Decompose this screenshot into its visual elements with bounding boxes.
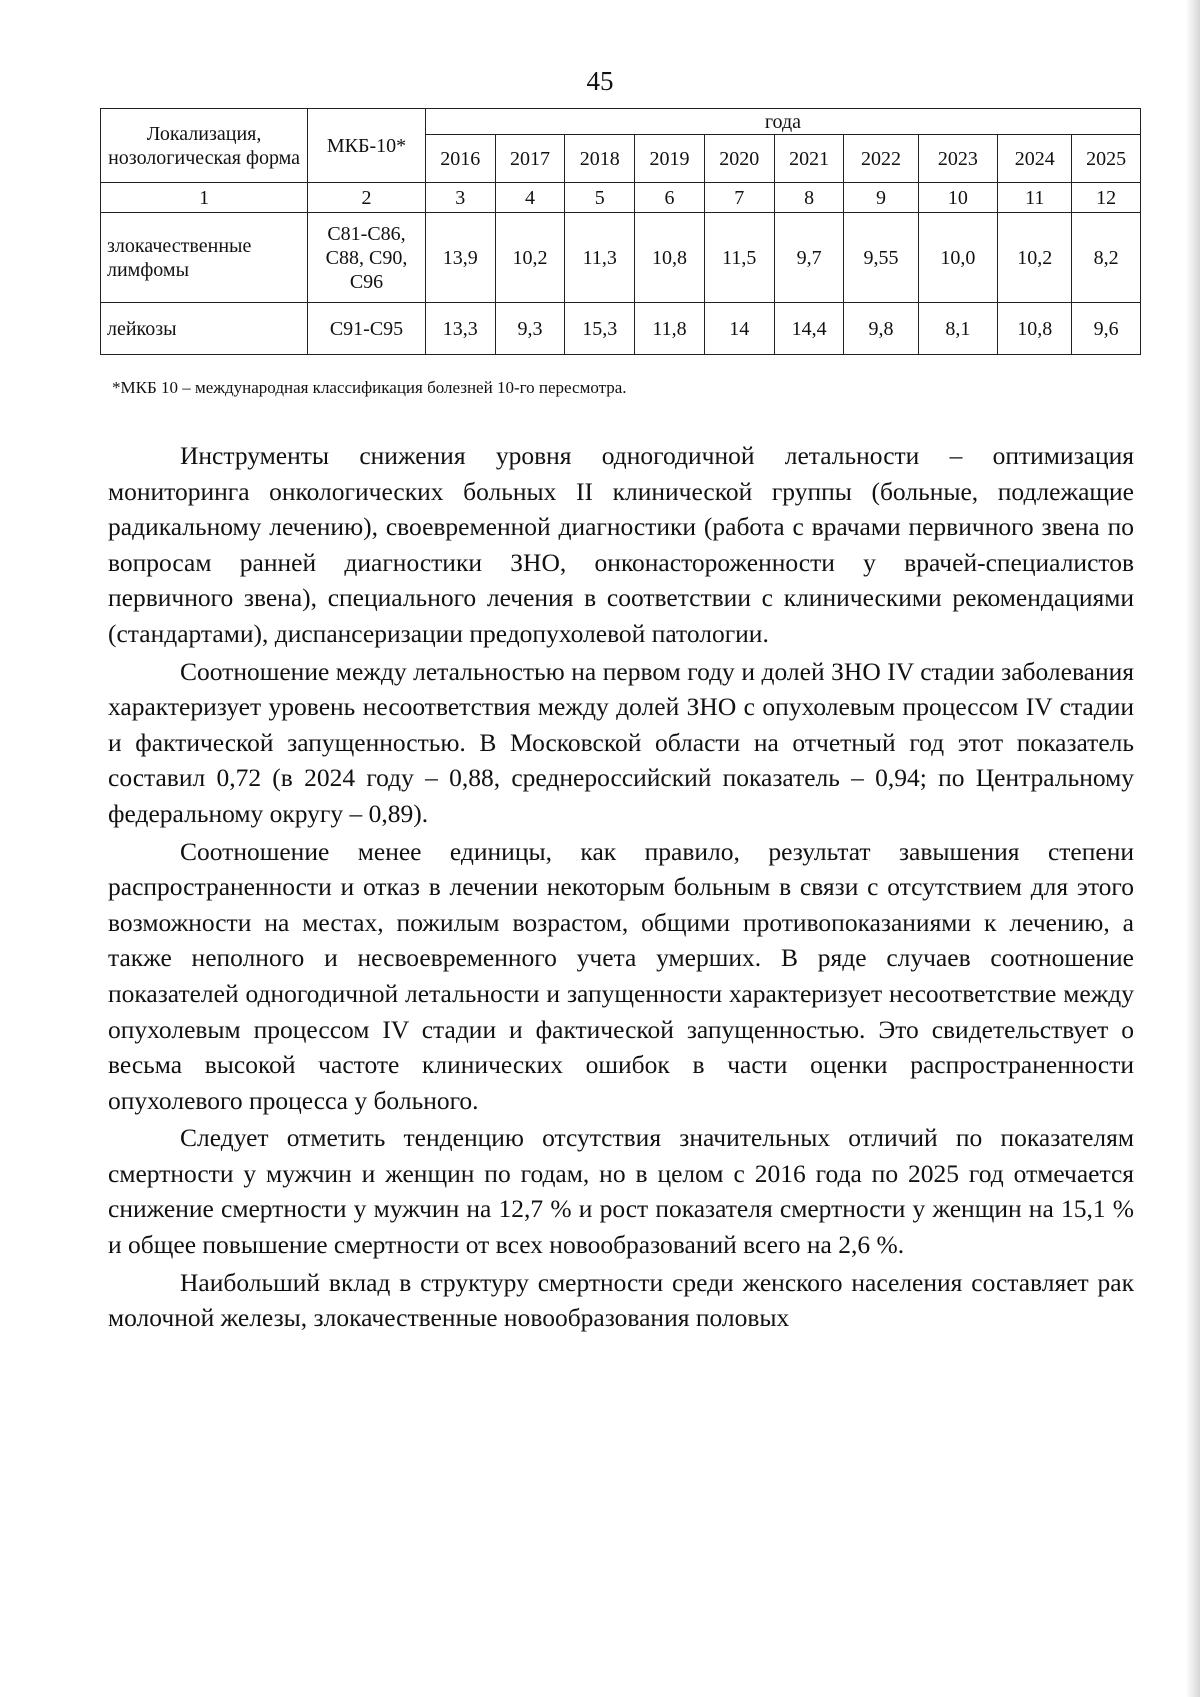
header-mkb: МКБ-10* [308, 109, 426, 183]
column-number: 8 [774, 183, 844, 213]
header-localization: Локализация, нозологическая форма [101, 109, 308, 183]
body-text [108, 438, 1134, 1338]
column-number: 1 [101, 183, 308, 213]
table-cell: 8,1 [918, 303, 998, 355]
header-year: 2017 [495, 135, 565, 183]
column-number: 3 [425, 183, 495, 213]
table-cell: 11,5 [704, 213, 774, 303]
table-cell: 11,8 [635, 303, 705, 355]
table-cell: 10,0 [918, 213, 998, 303]
row-code: С81-С86, С88, С90, С96 [308, 213, 426, 303]
column-number: 4 [495, 183, 565, 213]
table-cell: 10,2 [495, 213, 565, 303]
table-cell: 14 [704, 303, 774, 355]
paragraph: Соотношение между летальностью на первом году и долей ЗНО IV стадии заболевания характеризует уровень несоответствия между долей ЗНО с опухолевым процессом IV стадии и фактической запущенностью. В Московской области на отчетный год этот показатель составил 0,72 (в 2024 году – 0,88, среднероссийский показатель – 0,94; по Центральному федеральному округу – 0,89). [108, 656, 1134, 828]
paragraph: Наибольший вклад в структуру смертности среди женского населения составляет рак молочной железы, злокачественные новообразования половых [108, 1267, 1134, 1333]
header-year: 2018 [565, 135, 635, 183]
row-code: С91-С95 [308, 303, 426, 355]
header-year: 2020 [704, 135, 774, 183]
table-cell: 8,2 [1072, 213, 1141, 303]
header-year: 2022 [844, 135, 918, 183]
table-footnote: *МКБ 10 – международная классификация болезней 10-го пересмотра. [112, 378, 627, 397]
table-cell: 9,7 [774, 213, 844, 303]
paragraph: Соотношение менее единицы, как правило, результат завышения степени распространенности и отказ в лечении некоторым больным в связи с отсутствием для этого возможности на местах, пожилым возрастом, общими противопоказаниями к лечению, а также неполного и несвоевременного учета умерших. В ряде случаев соотношение показателей одногодичной летальности и запущенности характеризует несоответствие между опухолевым процессом IV стадии и фактической запущенностью. Это свидетельствует о весьма высокой частоте клинических ошибок в части оценки распространенности опухолевого процесса у больного. [108, 836, 1134, 1115]
table-cell: 11,3 [565, 213, 635, 303]
table-cell: 9,6 [1072, 303, 1141, 355]
table-cell: 10,2 [998, 213, 1072, 303]
column-number: 11 [998, 183, 1072, 213]
header-year: 2023 [918, 135, 998, 183]
row-name: злокачественные лимфомы [101, 213, 308, 303]
scan-edge [1186, 0, 1200, 1697]
header-year: 2019 [635, 135, 705, 183]
table-cell: 9,3 [495, 303, 565, 355]
column-number: 2 [308, 183, 426, 213]
column-number: 10 [918, 183, 998, 213]
table-cell: 13,3 [425, 303, 495, 355]
table-cell: 10,8 [998, 303, 1072, 355]
column-number: 9 [844, 183, 918, 213]
header-year: 2025 [1072, 135, 1141, 183]
header-year: 2016 [425, 135, 495, 183]
page-number: 45 [586, 66, 614, 96]
header-year: 2024 [998, 135, 1072, 183]
column-number: 12 [1072, 183, 1141, 213]
table-cell: 15,3 [565, 303, 635, 355]
table-row [101, 213, 1141, 303]
header-years-label: года [425, 109, 1140, 135]
table-cell: 9,8 [844, 303, 918, 355]
paragraph: Инструменты снижения уровня одногодичной летальности – оптимизация мониторинга онкологических больных II клинической группы (больные, подлежащие радикальному лечению), своевременной диагностики (работа с врачами первичного звена по вопросам ранней диагностики ЗНО, онконастороженности у врачей-специалистов первичного звена), специального лечения в соответствии с клиническими рекомендациями (стандартами), диспансеризации предопухолевой патологии. [108, 441, 1134, 648]
table-cell: 13,9 [425, 213, 495, 303]
mortality-table [100, 108, 1141, 355]
row-name: лейкозы [101, 303, 308, 355]
table-cell: 10,8 [635, 213, 705, 303]
column-number: 7 [704, 183, 774, 213]
table-row [101, 303, 1141, 355]
paragraph: Следует отметить тенденцию отсутствия значительных отличий по показателям смертности у мужчин и женщин по годам, но в целом с 2016 года по 2025 год отмечается снижение смертности у мужчин на 12,7 % и рост показателя смертности у женщин на 15,1 % и общее повышение смертности от всех новообразований всего на 2,6 %. [108, 1123, 1134, 1260]
table-cell: 9,55 [844, 213, 918, 303]
column-number: 6 [635, 183, 705, 213]
column-number: 5 [565, 183, 635, 213]
header-year: 2021 [774, 135, 844, 183]
table-cell: 14,4 [774, 303, 844, 355]
